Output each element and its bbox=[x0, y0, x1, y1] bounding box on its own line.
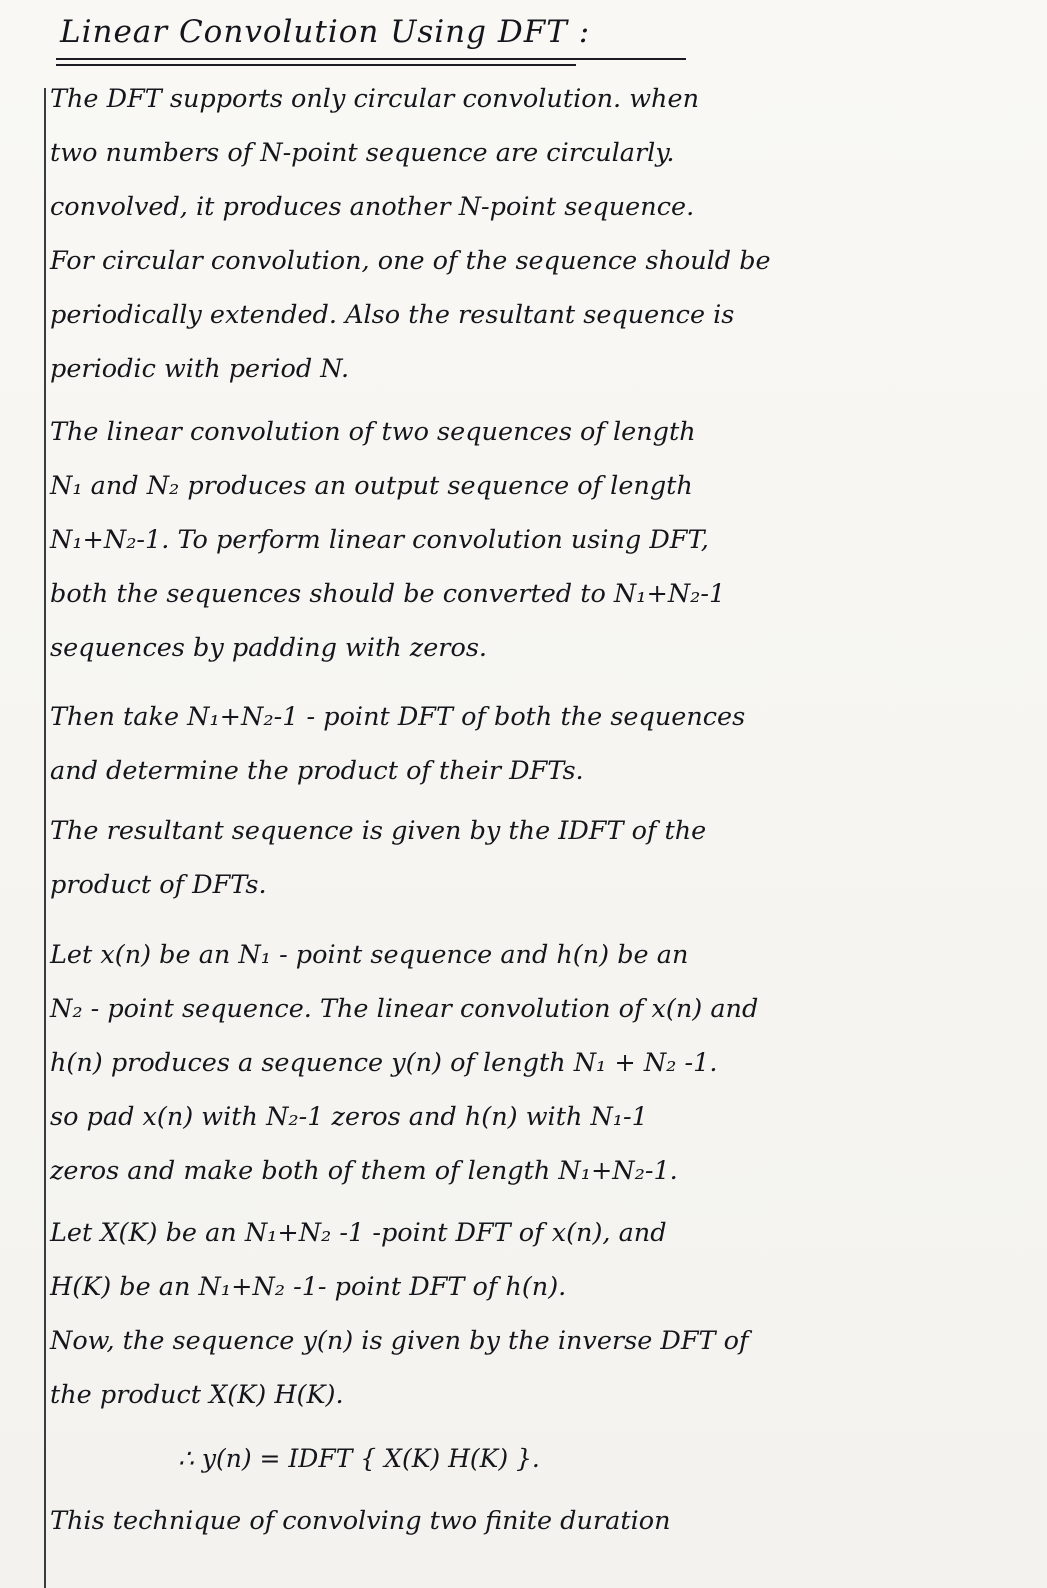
text-line: Then take N₁+N₂-1 - point DFT of both the sequences bbox=[50, 702, 746, 732]
text-line: both the sequences should be converted to N₁+N₂-1 bbox=[50, 579, 726, 609]
text-line: sequences by padding with zeros. bbox=[50, 633, 488, 663]
text-line: N₂ - point sequence. The linear convolution of x(n) and bbox=[50, 994, 759, 1024]
text-line: The linear convolution of two sequences of length bbox=[50, 417, 696, 447]
text-line: periodically extended. Also the resultant sequence is bbox=[50, 300, 735, 330]
text-line: For circular convolution, one of the sequence should be bbox=[50, 246, 771, 276]
text-line: N₁+N₂-1. To perform linear convolution using DFT, bbox=[50, 525, 709, 555]
page-title: Linear Convolution Using DFT : bbox=[60, 14, 591, 50]
text-line: h(n) produces a sequence y(n) of length N₁ + N₂ -1. bbox=[50, 1048, 718, 1078]
text-line: convolved, it produces another N-point sequence. bbox=[50, 192, 695, 222]
text-line: The resultant sequence is given by the IDFT of the bbox=[50, 816, 707, 846]
paragraph-linear-convolution bbox=[50, 405, 1030, 675]
idft-formula: ∴ y(n) = IDFT { X(K) H(K) }. bbox=[178, 1444, 540, 1473]
text-line: Now, the sequence y(n) is given by the inverse DFT of bbox=[50, 1326, 749, 1356]
text-line: periodic with period N. bbox=[50, 354, 350, 384]
text-line: product of DFTs. bbox=[50, 870, 267, 900]
text-line: H(K) be an N₁+N₂ -1- point DFT of h(n). bbox=[50, 1272, 567, 1302]
text-line: two numbers of N-point sequence are circularly. bbox=[50, 138, 675, 168]
paragraph-let-xn bbox=[50, 928, 1030, 1198]
text-line: zeros and make both of them of length N₁+N₂-1. bbox=[50, 1156, 678, 1186]
text-line: Let x(n) be an N₁ - point sequence and h(n) be an bbox=[50, 940, 689, 970]
text-line: and determine the product of their DFTs. bbox=[50, 756, 584, 786]
text-line: N₁ and N₂ produces an output sequence of length bbox=[50, 471, 693, 501]
paragraph-let-xk bbox=[50, 1206, 1030, 1422]
title-underline-second bbox=[56, 64, 576, 66]
text-line: so pad x(n) with N₂-1 zeros and h(n) with N₁-1 bbox=[50, 1102, 648, 1132]
paragraph-resultant bbox=[50, 804, 1030, 912]
margin-line bbox=[44, 88, 46, 1588]
text-line: The DFT supports only circular convolution. when bbox=[50, 84, 699, 114]
closing-line: This technique of convolving two finite duration bbox=[50, 1506, 671, 1536]
paragraph-circular-convolution bbox=[50, 72, 1030, 396]
text-line: Let X(K) be an N₁+N₂ -1 -point DFT of x(n), and bbox=[50, 1218, 667, 1248]
title-underline bbox=[56, 58, 686, 60]
paragraph-take-dft bbox=[50, 690, 1030, 798]
text-line: the product X(K) H(K). bbox=[50, 1380, 344, 1410]
